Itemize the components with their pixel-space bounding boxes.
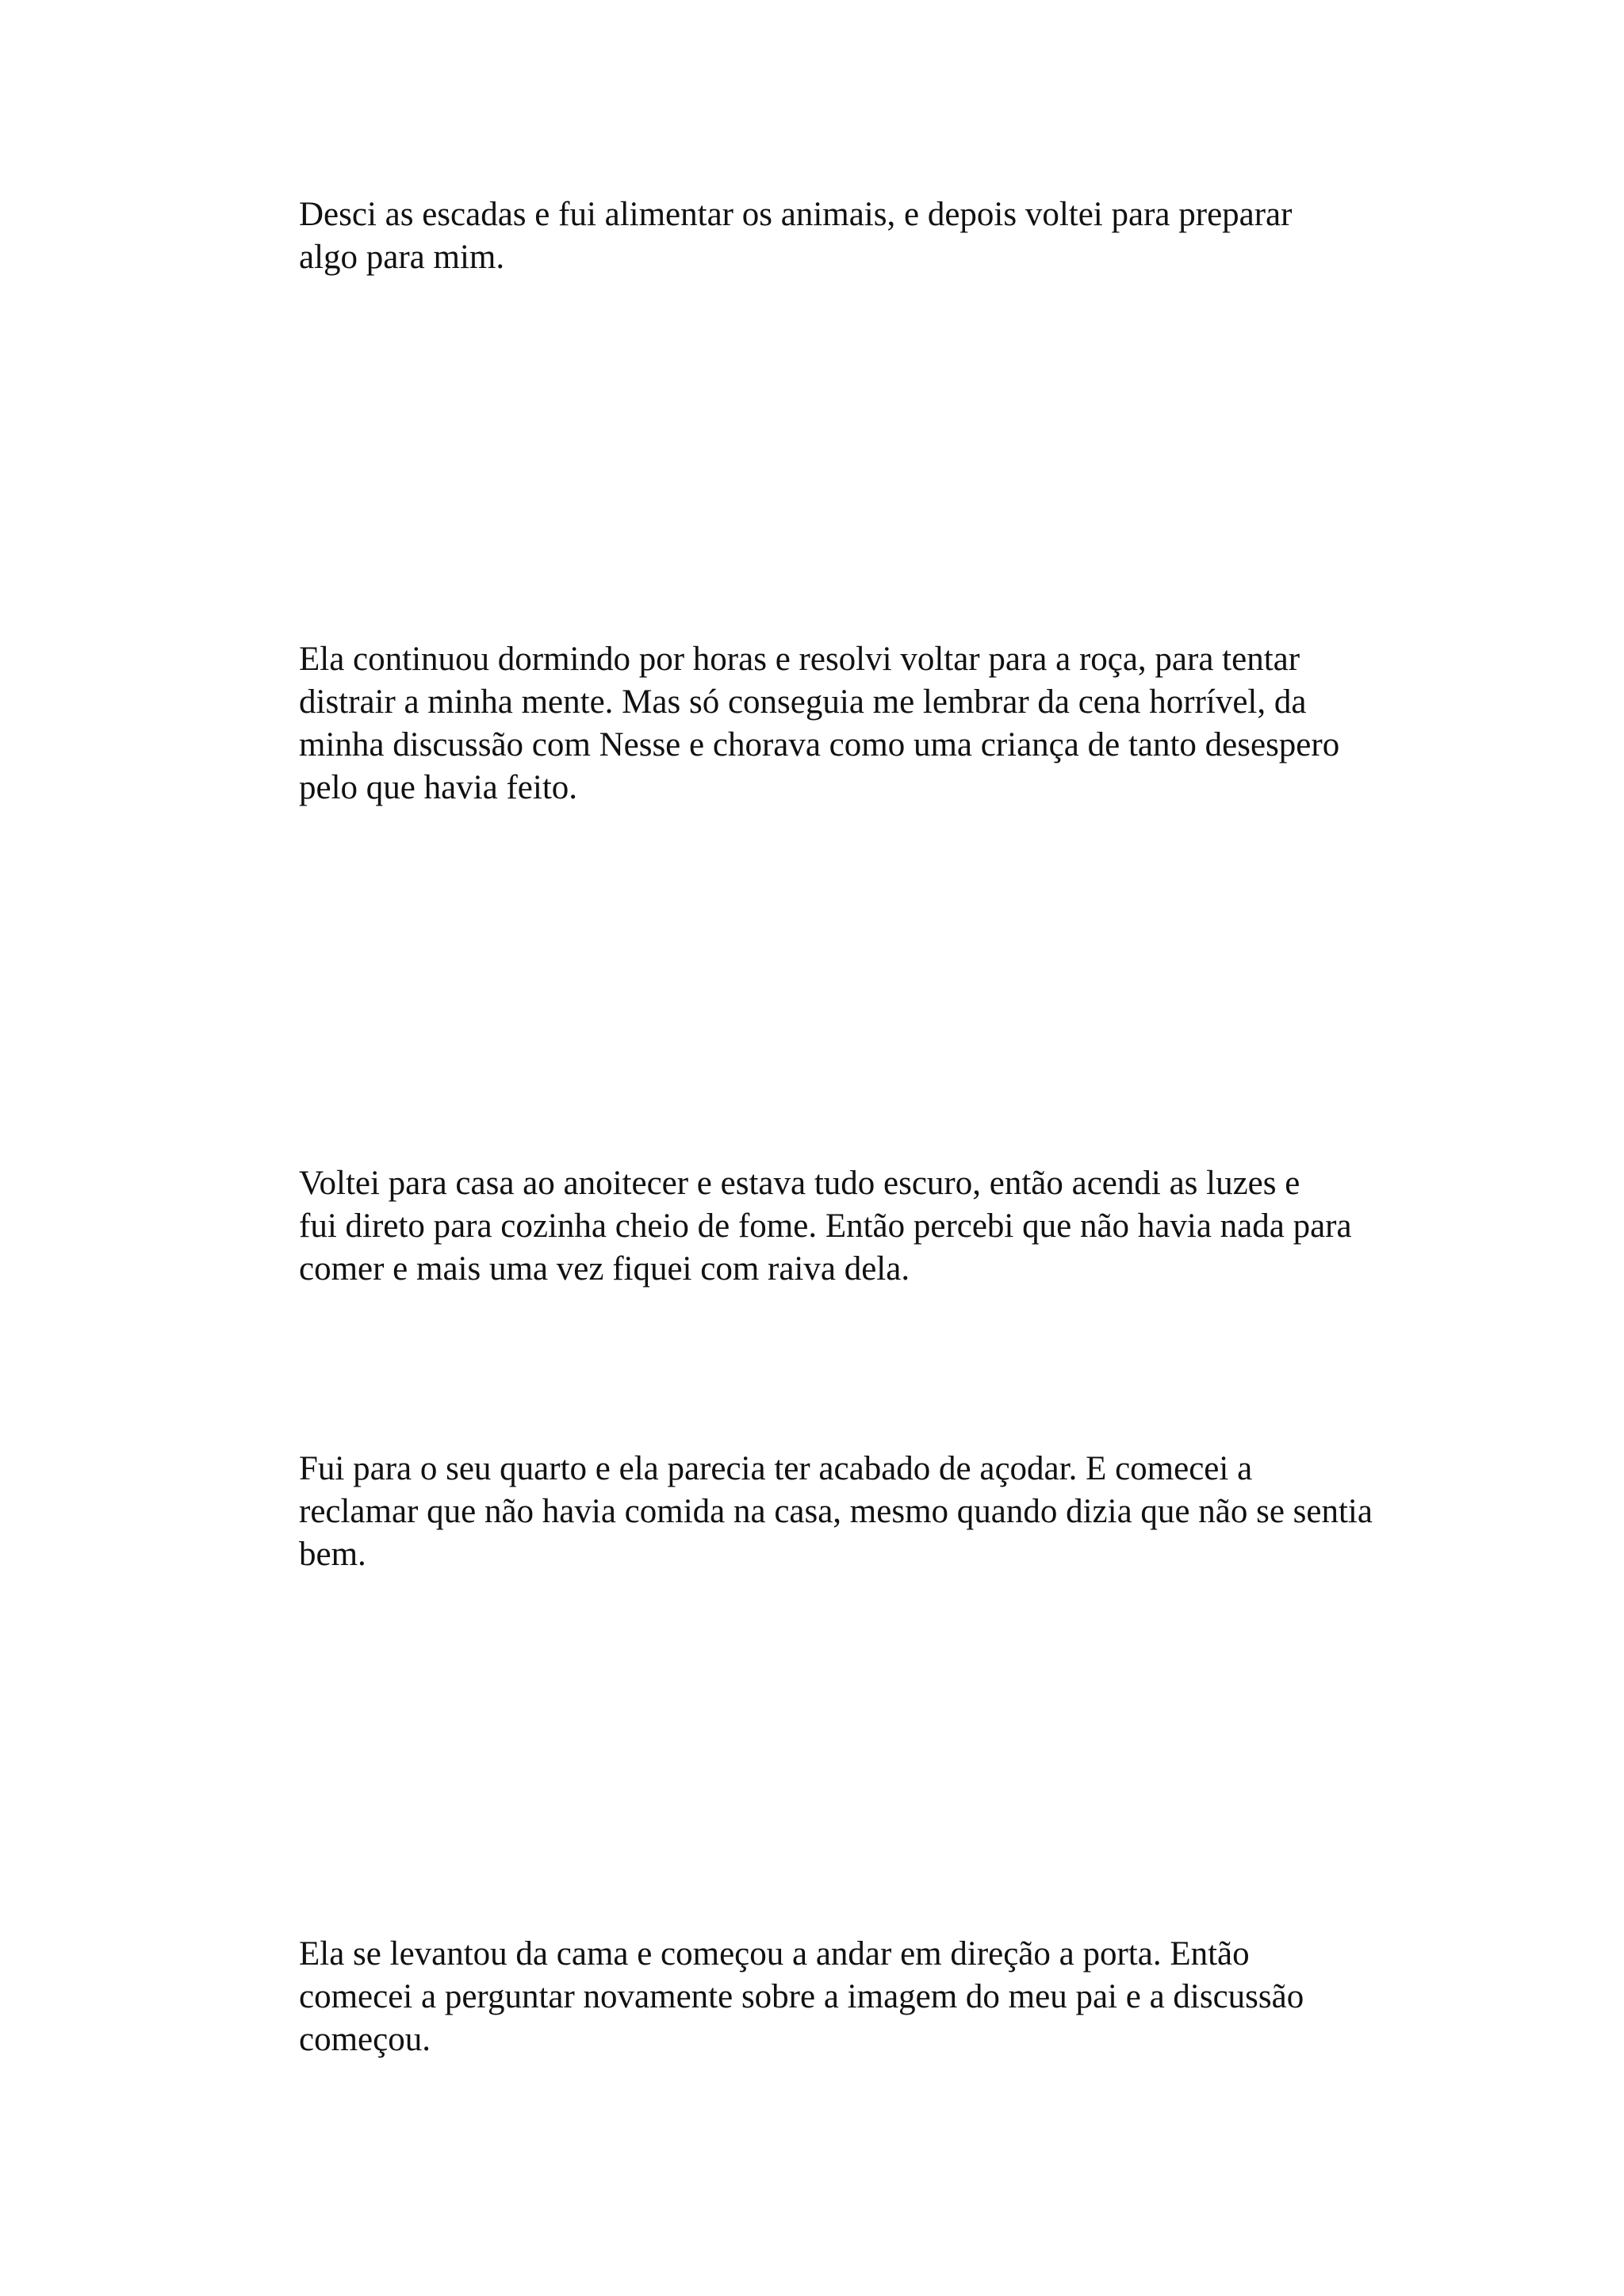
paragraph-line: Voltei para casa ao anoitecer e estava tudo escuro, então acendi as luzes e [299, 1165, 1300, 1202]
paragraph-line: Fui para o seu quarto e ela parecia ter acabado de açodar. E comecei a [299, 1450, 1253, 1487]
paragraph-line: Ela se levantou da cama e começou a andar em direção a porta. Então [299, 1935, 1250, 1973]
paragraph-line: minha discussão com Nesse e chorava como uma criança de tanto desespero [299, 726, 1340, 763]
paragraph-2 [233, 638, 1399, 809]
paragraph-line: Desci as escadas e fui alimentar os animais, e depois voltei para preparar [299, 196, 1293, 233]
paragraph-3 [233, 1162, 1399, 1291]
paragraph-line: distrair a minha mente. Mas só conseguia me lembrar da cena horrível, da [299, 683, 1307, 721]
paragraph-line: fui direto para cozinha cheio de fome. Então percebi que não havia nada para [299, 1207, 1352, 1245]
paragraph-line: comer e mais uma vez fiquei com raiva dela. [299, 1250, 910, 1288]
paragraph-5 [233, 1933, 1399, 2061]
paragraph-line: pelo que havia feito. [299, 769, 578, 806]
paragraph-line: Ela continuou dormindo por horas e resolvi voltar para a roça, para tentar [299, 641, 1300, 678]
paragraph-line: reclamar que não havia comida na casa, mesmo quando dizia que não se sentia [299, 1493, 1373, 1530]
paragraph-line: começou. [299, 2021, 431, 2058]
paragraph-line: comecei a perguntar novamente sobre a imagem do meu pai e a discussão [299, 1978, 1304, 2015]
paragraph-1 [233, 193, 1399, 279]
paragraph-line: algo para mim. [299, 239, 505, 276]
paragraph-4 [233, 1448, 1399, 1576]
paragraph-line: bem. [299, 1536, 366, 1573]
